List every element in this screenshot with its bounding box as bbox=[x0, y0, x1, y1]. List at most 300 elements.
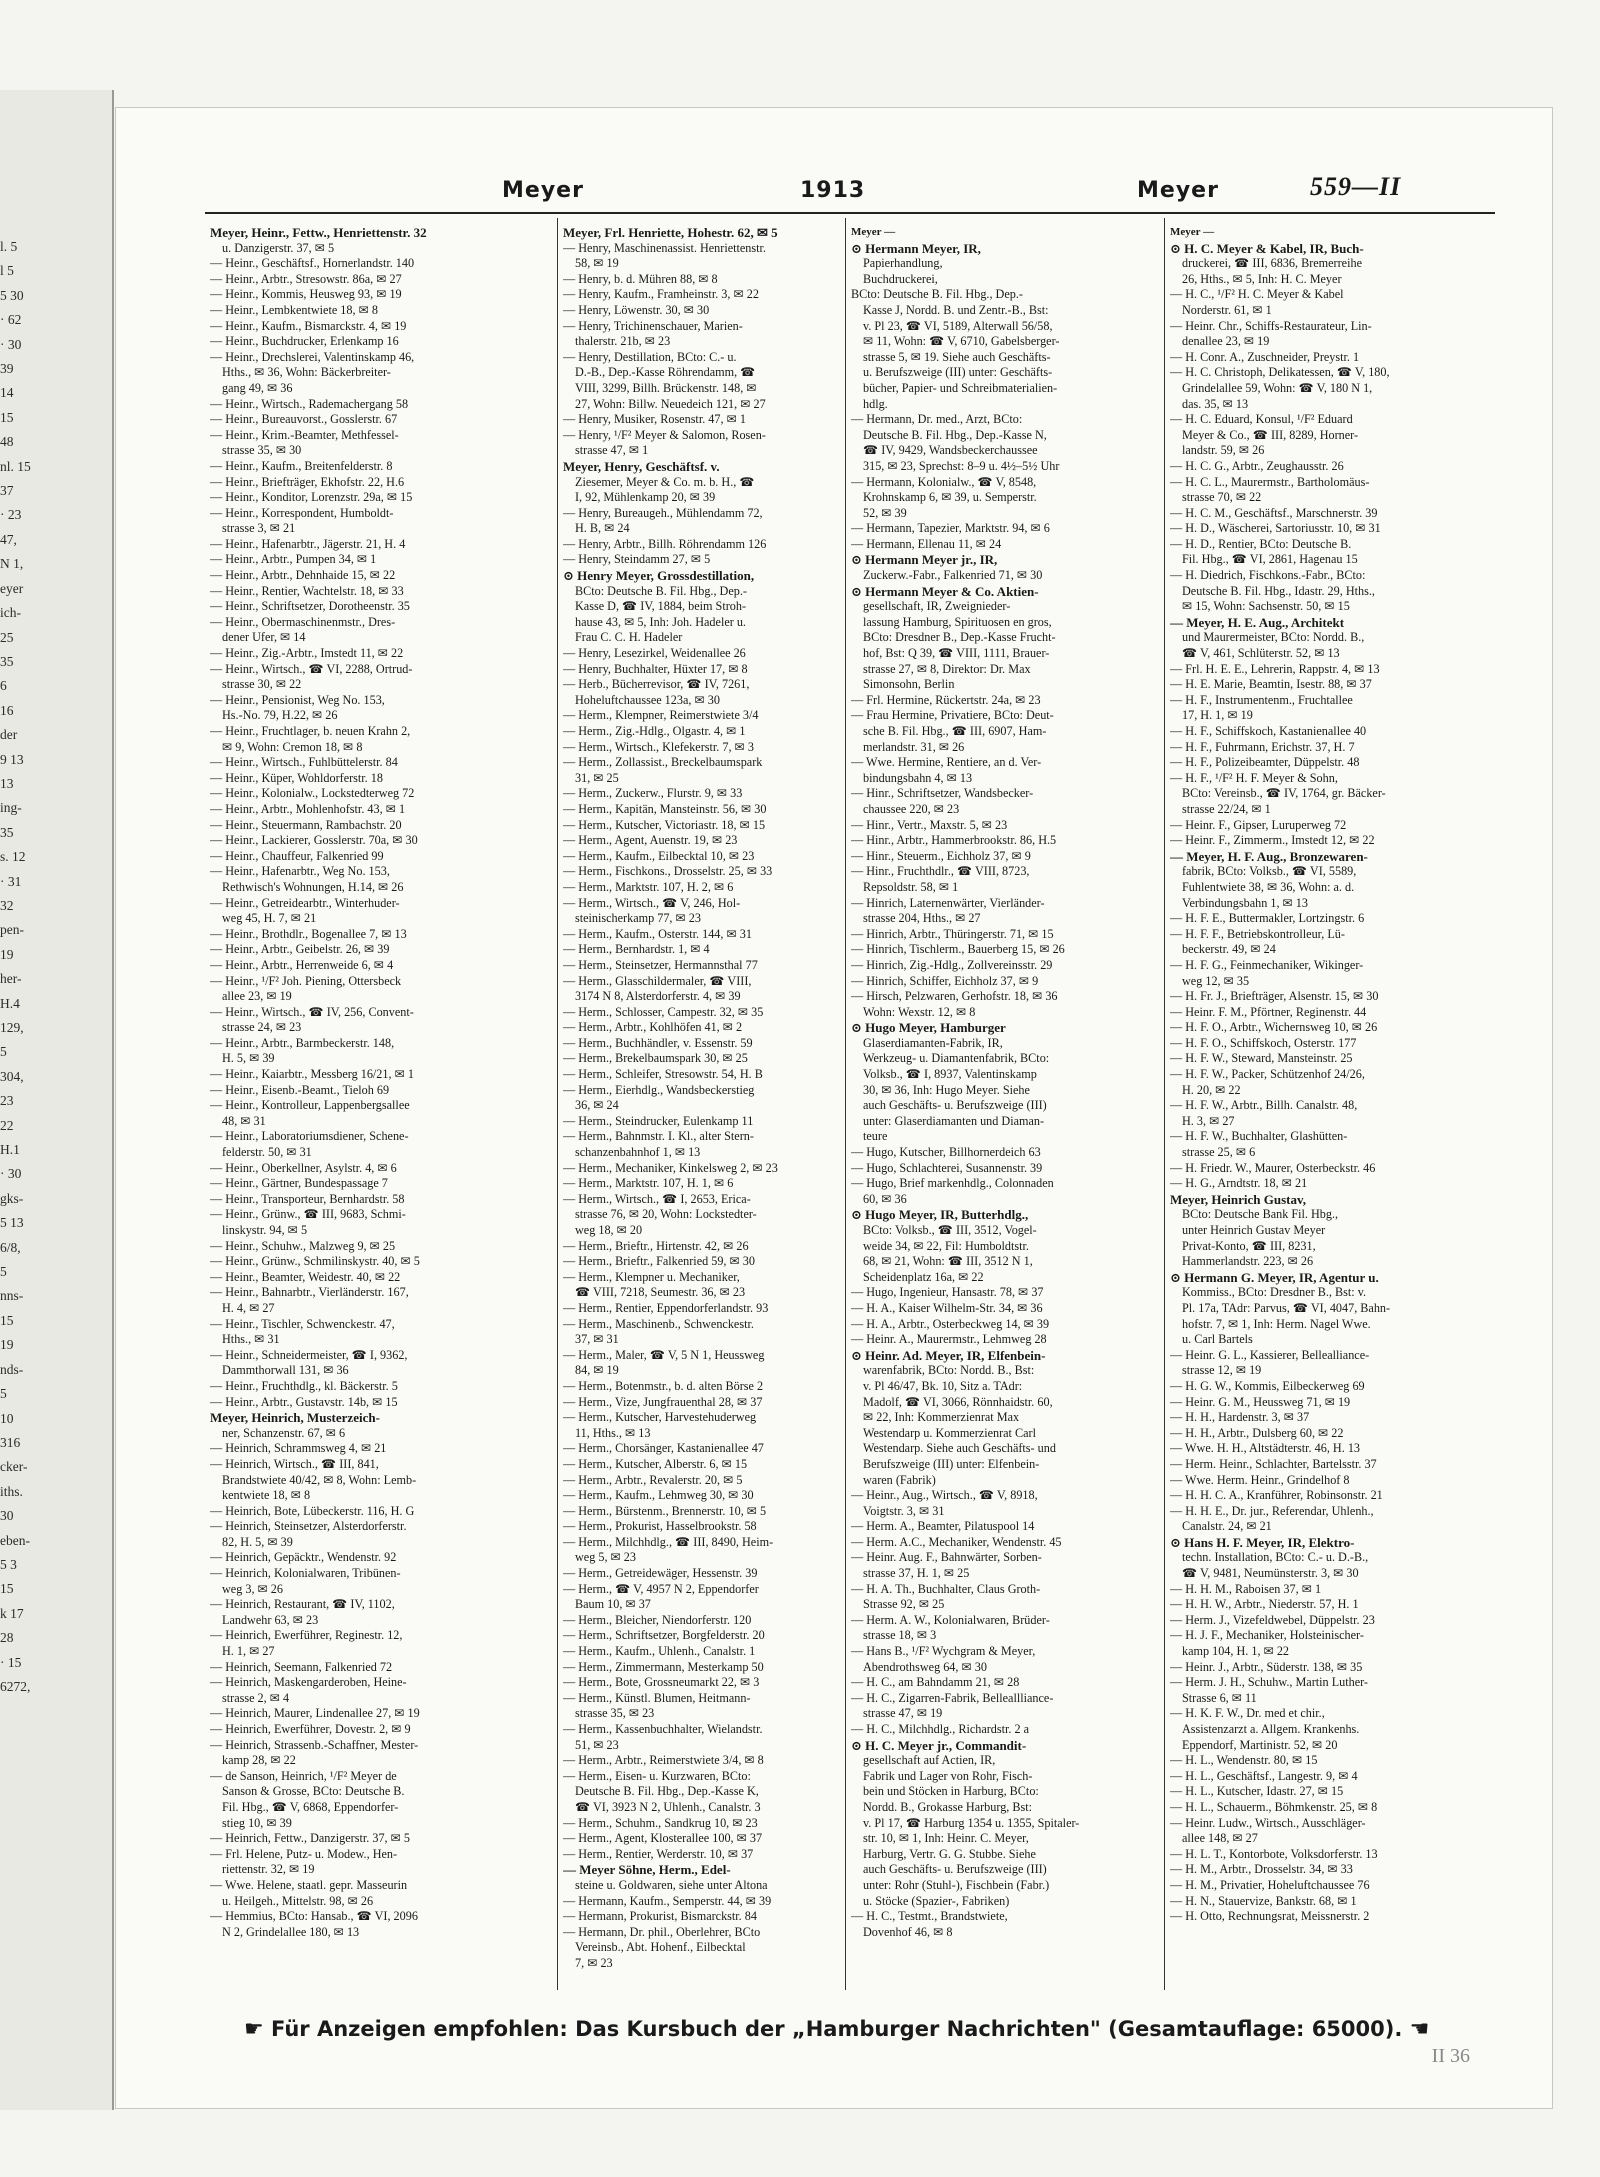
margin-fragment: · 62 bbox=[0, 312, 22, 328]
directory-entry: — Herm., Steinsetzer, Hermannsthal 77 bbox=[563, 957, 758, 972]
directory-entry: bein und Stöcken in Harburg, BCto: bbox=[863, 1784, 1039, 1799]
directory-entry: — Herm., Bleicher, Niendorferstr. 120 bbox=[563, 1612, 752, 1627]
directory-entry: — H. A., Kaiser Wilhelm-Str. 34, ✉ 36 bbox=[851, 1300, 1043, 1315]
entry-heading: ⊙ Hermann Meyer jr., IR, bbox=[851, 552, 998, 568]
directory-entry: — Heinr., Kontrolleur, Lappenbergsallee bbox=[210, 1098, 410, 1113]
directory-entry: weide 34, ✉ 22, Fil: Humboldtstr. bbox=[863, 1238, 1029, 1253]
directory-entry: Ziesemer, Meyer & Co. m. b. H., ☎ bbox=[575, 474, 755, 489]
directory-entry: — Herm., Getreidewäger, Hessenstr. 39 bbox=[563, 1566, 758, 1581]
corner-mark: II 36 bbox=[1431, 2045, 1470, 2067]
directory-entry: — Hinr., Fruchthdlr., ☎ VIII, 8723, bbox=[851, 864, 1030, 879]
directory-entry: — H. C. Christoph, Delikatessen, ☎ V, 180, bbox=[1170, 365, 1390, 380]
directory-entry: kamp 104, H. 1, ✉ 22 bbox=[1182, 1644, 1290, 1659]
directory-entry: 51, ✉ 23 bbox=[575, 1737, 619, 1752]
directory-entry: — Heinr., Grünw., ☎ III, 9683, Schmi- bbox=[210, 1207, 406, 1222]
directory-entry: beckerstr. 49, ✉ 24 bbox=[1182, 942, 1276, 957]
directory-entry: — Heinr., Arbtr., Dehnhaide 15, ✉ 22 bbox=[210, 568, 396, 583]
margin-fragment: l 5 bbox=[0, 263, 14, 279]
directory-entry: — Heinr., Wirtsch., ☎ IV, 256, Convent- bbox=[210, 1004, 414, 1019]
directory-entry: — Herm. A. W., Kolonialwaren, Brüder- bbox=[851, 1612, 1050, 1627]
directory-entry: — Heinr., Buchdrucker, Erlenkamp 16 bbox=[210, 334, 399, 349]
directory-entry: — H. D., Rentier, BCto: Deutsche B. bbox=[1170, 536, 1352, 551]
directory-entry: — H. C. L., Maurermstr., Bartholomäus- bbox=[1170, 474, 1370, 489]
margin-fragment: 48 bbox=[0, 434, 14, 450]
directory-entry: — H. Friedr. W., Maurer, Osterbeckstr. 46 bbox=[1170, 1160, 1376, 1175]
directory-entry: — Hinr., Vertr., Maxstr. 5, ✉ 23 bbox=[851, 817, 1008, 832]
header-year: 1913 bbox=[800, 178, 866, 203]
directory-entry: — Wwe. Hermine, Rentiere, an d. Ver- bbox=[851, 755, 1042, 770]
directory-entry: — Heinr., Lembkentwiete 18, ✉ 8 bbox=[210, 302, 378, 317]
entry-heading: ⊙ Hugo Meyer, IR, Butterhdlg., bbox=[851, 1207, 1029, 1223]
directory-entry: — Heinrich, Ewerführer, Reginestr. 12, bbox=[210, 1628, 403, 1643]
directory-entry: — Heinr., Brothdlr., Bogenallee 7, ✉ 13 bbox=[210, 926, 407, 941]
directory-entry: — H. L., Wendenstr. 80, ✉ 15 bbox=[1170, 1753, 1318, 1768]
directory-entry: — Herm., Prokurist, Hasselbrookstr. 58 bbox=[563, 1519, 757, 1534]
directory-entry: — H. H. E., Dr. jur., Referendar, Uhlenh., bbox=[1170, 1503, 1374, 1518]
directory-entry: — Heinr., Wirtsch., ☎ VI, 2288, Ortrud- bbox=[210, 661, 413, 676]
directory-entry: — Herm., Schlosser, Campestr. 32, ✉ 35 bbox=[563, 1004, 764, 1019]
margin-fragment: 5 3 bbox=[0, 1556, 17, 1572]
directory-entry: — Heinrich, Maskengarderoben, Heine- bbox=[210, 1675, 407, 1690]
directory-entry: — H. F. W., Buchhalter, Glashütten- bbox=[1170, 1129, 1348, 1144]
directory-entry: — Herm., Maschinenb., Schwenckestr. bbox=[563, 1316, 754, 1331]
directory-entry: — Herm. A., Beamter, Pilatuspool 14 bbox=[851, 1519, 1035, 1534]
margin-fragment: 15 bbox=[0, 409, 14, 425]
directory-entry: strasse 5, ✉ 19. Siehe auch Geschäfts- bbox=[863, 349, 1051, 364]
directory-entry: Strasse 92, ✉ 25 bbox=[863, 1597, 945, 1612]
directory-entry: — Hinrich, Arbtr., Thüringerstr. 71, ✉ 15 bbox=[851, 926, 1054, 941]
directory-entry: — Wwe. Helene, staatl. gepr. Masseurin bbox=[210, 1877, 408, 1892]
margin-fragment: 5 bbox=[0, 1386, 7, 1402]
directory-entry: — H. F., Polizeibeamter, Düppelstr. 48 bbox=[1170, 755, 1360, 770]
margin-fragment: 35 bbox=[0, 653, 14, 669]
directory-entry: 48, ✉ 31 bbox=[222, 1113, 266, 1128]
directory-entry: — Herm., Zollassist., Breckelbaumspark bbox=[563, 755, 763, 770]
directory-entry: — Wwe. H. H., Altstädterstr. 46, H. 13 bbox=[1170, 1441, 1361, 1456]
directory-entry: weg 18, ✉ 20 bbox=[575, 1223, 643, 1237]
directory-entry: — Hermann, Prokurist, Bismarckstr. 84 bbox=[563, 1909, 757, 1924]
margin-fragment: H.4 bbox=[0, 995, 20, 1011]
margin-fragment: 32 bbox=[0, 897, 14, 913]
directory-entry: linskystr. 94, ✉ 5 bbox=[222, 1223, 308, 1237]
margin-fragment: 6272, bbox=[0, 1678, 31, 1694]
directory-entry: strasse 47, ✉ 1 bbox=[575, 443, 649, 458]
directory-entry: I, 92, Mühlenkamp 20, ✉ 39 bbox=[575, 490, 716, 505]
directory-entry: — Heinr., Zig.-Arbtr., Imstedt 11, ✉ 22 bbox=[210, 646, 404, 661]
directory-entry: — Hermann, Dr. phil., Oberlehrer, BCto bbox=[563, 1924, 761, 1939]
directory-entry: — Henry, Trichinenschauer, Marien- bbox=[563, 318, 743, 333]
directory-entry: strasse 24, ✉ 23 bbox=[222, 1020, 302, 1035]
directory-entry: — Herm., Zimmermann, Mesterkamp 50 bbox=[563, 1659, 764, 1674]
directory-entry: — Herm., Botenmstr., b. d. alten Börse 2 bbox=[563, 1378, 764, 1393]
directory-entry: — Heinr. F., Gipser, Luruperweg 72 bbox=[1170, 817, 1347, 832]
header-rule bbox=[205, 212, 1495, 214]
directory-entry: — Heinr., Kaufm., Bismarckstr. 4, ✉ 19 bbox=[210, 318, 407, 333]
directory-entry: VIII, 3299, Billh. Brückenstr. 148, ✉ bbox=[575, 380, 757, 395]
directory-entry: — Hans B., ¹/F² Wychgram & Meyer, bbox=[851, 1644, 1036, 1659]
entry-heading: ⊙ Hermann Meyer & Co. Aktien- bbox=[851, 583, 1039, 599]
directory-entry: — H. F., Fuhrmann, Erichstr. 37, H. 7 bbox=[1170, 739, 1355, 754]
directory-entry: — Hugo, Ingenieur, Hansastr. 78, ✉ 37 bbox=[851, 1285, 1044, 1300]
margin-fragment: 10 bbox=[0, 1410, 14, 1426]
margin-fragment: 39 bbox=[0, 361, 14, 377]
directory-column-1 bbox=[210, 225, 554, 1995]
directory-entry: — Heinr., Beamter, Weidestr. 40, ✉ 22 bbox=[210, 1269, 401, 1284]
directory-entry: hofstr. 7, ✉ 1, Inh: Herm. Nagel Wwe. bbox=[1182, 1316, 1371, 1331]
directory-entry: — Heinr., Steuermann, Rambachstr. 20 bbox=[210, 817, 402, 832]
margin-fragment: iths. bbox=[0, 1483, 23, 1499]
directory-entry: — Henry, Steindamm 27, ✉ 5 bbox=[563, 552, 711, 567]
directory-entry: — Hinr., Steuerm., Eichholz 37, ✉ 9 bbox=[851, 848, 1031, 863]
directory-entry: — Heinr., Arbtr., Stresowstr. 86a, ✉ 27 bbox=[210, 271, 402, 286]
directory-entry: — Heinrich, Schrammsweg 4, ✉ 21 bbox=[210, 1441, 387, 1456]
directory-entry: — Heinr., Schuhw., Malzweg 9, ✉ 25 bbox=[210, 1238, 396, 1253]
margin-fragment: 5 13 bbox=[0, 1215, 24, 1231]
directory-entry: — Heinr., Konditor, Lorenzstr. 29a, ✉ 15 bbox=[210, 490, 413, 505]
directory-entry: auch Geschäfts- u. Berufszweige (III) bbox=[863, 1098, 1047, 1113]
directory-entry: strasse 204, Hths., ✉ 27 bbox=[863, 911, 981, 926]
directory-entry: u. Carl Bartels bbox=[1182, 1332, 1253, 1347]
directory-entry: — Heinr., Eisenb.-Beamt., Tieloh 69 bbox=[210, 1082, 390, 1097]
directory-entry: das. 35, ✉ 13 bbox=[1182, 396, 1249, 411]
directory-entry: — Herm., Chorsänger, Kastanienallee 47 bbox=[563, 1441, 764, 1456]
directory-entry: — Heinrich, Fettw., Danzigerstr. 37, ✉ 5 bbox=[210, 1831, 410, 1846]
directory-entry: 27, Wohn: Billw. Neuedeich 121, ✉ 27 bbox=[575, 396, 766, 411]
directory-entry: dener Ufer, ✉ 14 bbox=[222, 630, 306, 645]
directory-entry: H. 1, ✉ 27 bbox=[222, 1644, 275, 1659]
directory-entry: Glaserdiamanten-Fabrik, IR, bbox=[863, 1035, 1003, 1050]
directory-entry: — Herm., Kaufm., Uhlenh., Canalstr. 1 bbox=[563, 1644, 756, 1659]
directory-entry: Repsoldstr. 58, ✉ 1 bbox=[863, 879, 959, 894]
margin-fragment: nds- bbox=[0, 1361, 24, 1377]
directory-entry: — Henry, Arbtr., Billh. Röhrendamm 126 bbox=[563, 536, 767, 551]
margin-fragment: 30 bbox=[0, 1508, 14, 1524]
directory-entry: ☎ V, 9481, Neumünsterstr. 3, ✉ 30 bbox=[1182, 1566, 1359, 1581]
directory-column-4 bbox=[1170, 225, 1495, 1995]
column-divider bbox=[845, 218, 846, 1990]
margin-fragment: 129, bbox=[0, 1020, 24, 1035]
directory-entry: — H. C., Testmt., Brandstwiete, bbox=[851, 1909, 1008, 1924]
directory-entry: — Herm., ☎ V, 4957 N 2, Eppendorfer bbox=[563, 1581, 759, 1596]
directory-entry: strasse 22/24, ✉ 1 bbox=[1182, 801, 1271, 816]
directory-entry: — Herm., Bahnmstr. I. Kl., alter Stern- bbox=[563, 1129, 754, 1144]
footer-text: Für Anzeigen empfohlen: Das Kursbuch der „Hamburger Nachrichten" (Gesamtauflage: 65000). bbox=[271, 2017, 1403, 2041]
directory-entry: — Heinrich, Maurer, Lindenallee 27, ✉ 19 bbox=[210, 1706, 420, 1721]
directory-entry: Fil. Hbg., ☎ V, 6868, Eppendorfer- bbox=[222, 1799, 399, 1814]
directory-entry: strasse 37, H. 1, ✉ 25 bbox=[863, 1566, 970, 1581]
directory-entry: — Herm., Vize, Jungfrauenthal 28, ✉ 37 bbox=[563, 1394, 763, 1409]
directory-entry: — Heinr., Grünw., Schmilinskystr. 40, ✉ 5 bbox=[210, 1254, 420, 1269]
directory-entry: bücher, Papier- und Schreibmaterialien- bbox=[863, 380, 1058, 395]
directory-entry: ☎ V, 461, Schlüterstr. 52, ✉ 13 bbox=[1182, 646, 1340, 661]
directory-entry: — Herm., Schleifer, Stresowstr. 54, H. B bbox=[563, 1067, 763, 1082]
directory-entry: — Herm., Zig.-Hdlg., Olgastr. 4, ✉ 1 bbox=[563, 724, 746, 738]
directory-entry: — Heinr., Briefträger, Ekhofstr. 22, H.6 bbox=[210, 474, 405, 489]
directory-entry: — Heinr., Fruchthdlg., kl. Bäckerstr. 5 bbox=[210, 1378, 398, 1393]
directory-entry: weg 45, H. 7, ✉ 21 bbox=[222, 911, 317, 926]
directory-entry: — Herm. A.C., Mechaniker, Wendenstr. 45 bbox=[851, 1534, 1062, 1549]
directory-entry: — Heinr., Hafenarbtr., Weg No. 153, bbox=[210, 864, 390, 879]
directory-entry: lassung Hamburg, Spirituosen en gros, bbox=[863, 614, 1052, 629]
directory-entry: — Herm. J. H., Schuhw., Martin Luther- bbox=[1170, 1675, 1368, 1690]
directory-entry: strasse 2, ✉ 4 bbox=[222, 1690, 290, 1705]
directory-entry: — Heinr., Schneidermeister, ☎ I, 9362, bbox=[210, 1347, 408, 1362]
directory-entry: — Hermann, Ellenau 11, ✉ 24 bbox=[851, 536, 1002, 551]
directory-entry: Wohn: Wexstr. 12, ✉ 8 bbox=[863, 1004, 976, 1019]
directory-entry: H. B, ✉ 24 bbox=[575, 521, 630, 536]
directory-entry: 36, ✉ 24 bbox=[575, 1098, 619, 1113]
directory-entry: str. 10, ✉ 1, Inh: Heinr. C. Meyer, bbox=[863, 1831, 1029, 1846]
directory-entry: 82, H. 5, ✉ 39 bbox=[222, 1534, 293, 1549]
directory-entry: gesellschaft, IR, Zweignieder- bbox=[863, 599, 1011, 614]
margin-fragment: · 23 bbox=[0, 507, 22, 523]
directory-entry: strasse 30, ✉ 22 bbox=[222, 677, 302, 692]
directory-entry: — Hemmius, BCto: Hansab., ☎ VI, 2096 bbox=[210, 1909, 418, 1924]
margin-fragment: · 30 bbox=[0, 1166, 22, 1182]
directory-entry: — H. C. M., Geschäftsf., Marschnerstr. 39 bbox=[1170, 505, 1378, 520]
directory-entry: — H. M., Arbtr., Drosselstr. 34, ✉ 33 bbox=[1170, 1862, 1353, 1877]
directory-entry: merlandstr. 31, ✉ 26 bbox=[863, 739, 965, 754]
directory-entry: v. Pl 46/47, Bk. 10, Sitz a. TAdr: bbox=[863, 1378, 1023, 1393]
directory-entry: strasse 27, ✉ 8, Direktor: Dr. Max bbox=[863, 661, 1031, 676]
directory-entry: — Heinr., Arbtr., Geibelstr. 26, ✉ 39 bbox=[210, 942, 390, 957]
directory-entry: — Heinr., Oberkellner, Asylstr. 4, ✉ 6 bbox=[210, 1160, 397, 1175]
margin-fragment: N 1, bbox=[0, 556, 24, 572]
section-heading: Meyer — bbox=[851, 226, 896, 238]
directory-entry: ✉ 15, Wohn: Sachsenstr. 50, ✉ 15 bbox=[1182, 599, 1350, 614]
entry-heading: — Meyer Söhne, Herm., Edel- bbox=[563, 1862, 731, 1878]
directory-entry: — Henry, Musiker, Rosenstr. 47, ✉ 1 bbox=[563, 412, 746, 427]
directory-entry: — Herm., Klempner, Reimerstwiete 3/4 bbox=[563, 708, 759, 723]
directory-entry: ✉ 9, Wohn: Cremon 18, ✉ 8 bbox=[222, 739, 363, 754]
directory-entry: — H. H. C. A., Kranführer, Robinsonstr. 21 bbox=[1170, 1488, 1383, 1503]
directory-entry: — H. Diedrich, Fischkons.-Fabr., BCto: bbox=[1170, 568, 1366, 583]
directory-entry: — H. F., Instrumentenm., Fruchtallee bbox=[1170, 692, 1353, 707]
directory-entry: — Herm., Klempner u. Mechaniker, bbox=[563, 1269, 740, 1284]
margin-fragment: 6 bbox=[0, 678, 7, 694]
entry-heading: Meyer, Heinrich Gustav, bbox=[1170, 1191, 1307, 1207]
margin-fragment: nns- bbox=[0, 1288, 24, 1304]
directory-entry: strasse 18, ✉ 3 bbox=[863, 1628, 937, 1643]
margin-fragment: 25 bbox=[0, 629, 14, 645]
directory-entry: — H. M., Privatier, Hoheluftchaussee 76 bbox=[1170, 1877, 1370, 1892]
directory-entry: stieg 10, ✉ 39 bbox=[222, 1815, 292, 1830]
entry-heading: ⊙ Hugo Meyer, Hamburger bbox=[851, 1020, 1006, 1036]
directory-entry: — Herm., Steindrucker, Eulenkamp 11 bbox=[563, 1113, 754, 1128]
directory-entry: ner, Schanzenstr. 67, ✉ 6 bbox=[222, 1425, 346, 1440]
directory-entry: strasse 35, ✉ 30 bbox=[222, 443, 302, 458]
directory-entry: u. Heilgeh., Mittelstr. 98, ✉ 26 bbox=[222, 1893, 374, 1908]
directory-entry: Scheidenplatz 16a, ✉ 22 bbox=[863, 1269, 984, 1284]
directory-entry: riettenstr. 32, ✉ 19 bbox=[222, 1862, 315, 1877]
directory-entry: — Heinr., Chauffeur, Falkenried 99 bbox=[210, 848, 384, 863]
directory-entry: — Heinr., Getreidearbtr., Winterhuder- bbox=[210, 895, 400, 910]
directory-entry: unter Heinrich Gustav Meyer bbox=[1182, 1223, 1326, 1237]
directory-entry: Frau C. C. H. Hadeler bbox=[575, 630, 683, 645]
directory-entry: — Hermann, Dr. med., Arzt, BCto: bbox=[851, 412, 1023, 427]
directory-entry: denallee 23, ✉ 19 bbox=[1182, 334, 1270, 349]
margin-fragment: gks- bbox=[0, 1190, 24, 1206]
directory-entry: — H. G. W., Kommis, Eilbeckerweg 69 bbox=[1170, 1378, 1365, 1393]
directory-entry: — H. F., Schiffskoch, Kastanienallee 40 bbox=[1170, 724, 1367, 738]
margin-fragment: l. 5 bbox=[0, 239, 18, 254]
directory-entry: Zuckerw.-Fabr., Falkenried 71, ✉ 30 bbox=[863, 568, 1043, 583]
entry-heading: Meyer, Heinrich, Musterzeich- bbox=[210, 1410, 380, 1426]
directory-entry: druckerei, ☎ III, 6836, Bremerreihe bbox=[1182, 256, 1362, 271]
directory-entry: — Herb., Bücherrevisor, ☎ IV, 7261, bbox=[563, 677, 750, 692]
directory-entry: — H. H. W., Arbtr., Niederstr. 57, H. 1 bbox=[1170, 1597, 1359, 1612]
directory-entry: — Heinr., Kaufm., Breitenfelderstr. 8 bbox=[210, 458, 393, 473]
margin-fragment: k 17 bbox=[0, 1605, 24, 1621]
directory-entry: — Herm., Brieftr., Falkenried 59, ✉ 30 bbox=[563, 1254, 755, 1269]
directory-entry: Fuhlentwiete 38, ✉ 36, Wohn: a. d. bbox=[1182, 879, 1355, 894]
margin-fragment: ing- bbox=[0, 800, 22, 816]
directory-entry: — Heinr. Chr., Schiffs-Restaurateur, Lin- bbox=[1170, 318, 1372, 333]
directory-entry: ☎ VI, 3923 N 2, Uhlenh., Canalstr. 3 bbox=[575, 1799, 761, 1814]
margin-fragment: nl. 15 bbox=[0, 458, 31, 474]
margin-fragment: 19 bbox=[0, 946, 14, 962]
directory-entry: — Heinr. Aug. F., Bahnwärter, Sorben- bbox=[851, 1550, 1042, 1565]
directory-entry: — Heinr., Korrespondent, Humboldt- bbox=[210, 505, 394, 520]
directory-entry: Nordd. B., Grokasse Harburg, Bst: bbox=[863, 1799, 1033, 1814]
directory-entry: — Herm., Kaufm., Lehmweg 30, ✉ 30 bbox=[563, 1488, 754, 1503]
directory-entry: Fabrik und Lager von Rohr, Fisch- bbox=[863, 1768, 1033, 1783]
directory-entry: — Hinrich, Schiffer, Eichholz 37, ✉ 9 bbox=[851, 973, 1039, 988]
directory-entry: fabrik, BCto: Volksb., ☎ VI, 5589, bbox=[1182, 864, 1357, 879]
directory-entry: — Hinrich, Zig.-Hdlg., Zollvereinsstr. 29 bbox=[851, 957, 1053, 972]
directory-entry: — H. D., Wäscherei, Sartoriusstr. 10, ✉ 31 bbox=[1170, 521, 1381, 536]
directory-entry: — Heinr., Kaiarbtr., Messberg 16/21, ✉ 1 bbox=[210, 1067, 414, 1082]
margin-fragment: · 31 bbox=[0, 873, 22, 889]
directory-entry: — H. F. W., Steward, Mansteinstr. 25 bbox=[1170, 1051, 1353, 1066]
directory-entry: — Heinrich, Gepäcktr., Wendenstr. 92 bbox=[210, 1550, 397, 1565]
directory-entry: — H. C. Eduard, Konsul, ¹/F² Eduard bbox=[1170, 412, 1353, 427]
directory-column-2 bbox=[563, 225, 843, 1995]
directory-entry: Landwehr 63, ✉ 23 bbox=[222, 1612, 319, 1627]
directory-entry: — Herm., Zuckerw., Flurstr. 9, ✉ 33 bbox=[563, 786, 743, 801]
directory-entry: strasse 12, ✉ 19 bbox=[1182, 1363, 1262, 1378]
directory-entry: — H. C., Milchhdlg., Richardstr. 2 a bbox=[851, 1722, 1030, 1736]
directory-entry: 84, ✉ 19 bbox=[575, 1363, 619, 1378]
directory-entry: — Herm., Buchhändler, v. Essenstr. 59 bbox=[563, 1035, 753, 1050]
directory-entry: hdlg. bbox=[863, 396, 888, 411]
directory-entry: — H. E. Marie, Beamtin, Isestr. 88, ✉ 37 bbox=[1170, 677, 1372, 692]
directory-entry: — Heinr., Arbtr., Gustavstr. 14b, ✉ 15 bbox=[210, 1394, 398, 1409]
directory-entry: — Hinr., Arbtr., Hammerbrookstr. 86, H.5 bbox=[851, 833, 1057, 848]
directory-entry: BCto: Dresdner B., Dep.-Kasse Frucht- bbox=[863, 630, 1056, 645]
directory-entry: — Herm., Wirtsch., ☎ I, 2653, Erica- bbox=[563, 1191, 751, 1206]
directory-entry: — Heinr., Tischler, Schwenckestr. 47, bbox=[210, 1316, 395, 1331]
directory-entry: Hths., ✉ 31 bbox=[222, 1332, 280, 1347]
directory-entry: Harburg, Vertr. G. G. Stubbe. Siehe bbox=[863, 1846, 1036, 1861]
directory-entry: — H. F. E., Buttermakler, Lortzingstr. 6 bbox=[1170, 911, 1365, 926]
directory-entry: — Heinr. F. M., Pförtner, Reginenstr. 44 bbox=[1170, 1004, 1367, 1019]
directory-entry: — H. H., Arbtr., Dulsberg 60, ✉ 22 bbox=[1170, 1425, 1344, 1440]
directory-entry: — Herm., Brieftr., Hirtenstr. 42, ✉ 26 bbox=[563, 1238, 749, 1253]
entry-heading: — Meyer, H. F. Aug., Bronzewaren- bbox=[1170, 848, 1368, 864]
margin-fragment: 22 bbox=[0, 1117, 14, 1133]
directory-entry: weg 3, ✉ 26 bbox=[222, 1581, 283, 1596]
directory-entry: — Herm., Arbtr., Revalerstr. 20, ✉ 5 bbox=[563, 1472, 743, 1487]
directory-entry: — Frl. H. E. E., Lehrerin, Rappstr. 4, ✉ 13 bbox=[1170, 661, 1380, 676]
directory-entry: — Heinr., ¹/F² Joh. Piening, Ottersbeck bbox=[210, 973, 402, 988]
directory-entry: sche B. Fil. Hbg., ☎ III, 6907, Ham- bbox=[863, 724, 1047, 738]
directory-entry: techn. Installation, BCto: C.- u. D.-B., bbox=[1182, 1550, 1369, 1565]
directory-entry: — Herm., Agent, Auenstr. 19, ✉ 23 bbox=[563, 833, 738, 848]
directory-entry: 315, ✉ 23, Sprechst: 8–9 u. 4½–5½ Uhr bbox=[863, 458, 1060, 473]
pointing-hand-icon: ☚ bbox=[1409, 2017, 1430, 2042]
directory-entry: Madolf, ☎ VI, 3066, Rönnhaidstr. 60, bbox=[863, 1394, 1053, 1409]
margin-fragment: 14 bbox=[0, 385, 14, 401]
directory-entry: gang 49, ✉ 36 bbox=[222, 380, 293, 395]
directory-entry: — Hugo, Brief markenhdlg., Colonnaden bbox=[851, 1176, 1054, 1191]
directory-entry: Vereinsb., Abt. Hohenf., Eilbecktal bbox=[575, 1940, 746, 1955]
directory-entry: — Herm., Schuhm., Sandkrug 10, ✉ 23 bbox=[563, 1815, 758, 1830]
directory-entry: — Hirsch, Pelzwaren, Gerhofstr. 18, ✉ 36 bbox=[851, 989, 1058, 1004]
directory-entry: Privat-Konto, ☎ III, 8231, bbox=[1182, 1238, 1316, 1253]
directory-entry: — Hinrich, Tischlerm., Bauerberg 15, ✉ 26 bbox=[851, 942, 1065, 957]
directory-entry: Norderstr. 61, ✉ 1 bbox=[1182, 302, 1272, 317]
directory-entry: — H. F. W., Arbtr., Billh. Canalstr. 48, bbox=[1170, 1098, 1358, 1113]
directory-entry: — Frl. Hermine, Rückertstr. 24a, ✉ 23 bbox=[851, 692, 1041, 707]
directory-entry: N 2, Grindelallee 180, ✉ 13 bbox=[222, 1924, 360, 1939]
directory-entry: — H. J. F., Mechaniker, Holsteinischer- bbox=[1170, 1628, 1364, 1643]
directory-entry: — Herm., Wirtsch., Klefekerstr. 7, ✉ 3 bbox=[563, 739, 754, 754]
directory-entry: thalerstr. 21b, ✉ 23 bbox=[575, 334, 671, 349]
directory-entry: — Hermann, Tapezier, Marktstr. 94, ✉ 6 bbox=[851, 521, 1050, 536]
directory-entry: — Heinr., Krim.-Beamter, Methfessel- bbox=[210, 427, 399, 442]
margin-fragment: 13 bbox=[0, 775, 14, 791]
directory-entry: — H. Otto, Rechnungsrat, Meissnerstr. 2 bbox=[1170, 1909, 1370, 1924]
directory-entry: — H. C. G., Arbtr., Zeughausstr. 26 bbox=[1170, 458, 1344, 473]
directory-entry: allee 148, ✉ 27 bbox=[1182, 1831, 1258, 1846]
directory-entry: u. Berufszweige (III) unter: Geschäfts- bbox=[863, 365, 1053, 380]
margin-fragment: 37 bbox=[0, 483, 14, 499]
directory-entry: — Heinr., Hafenarbtr., Jägerstr. 21, H. 4 bbox=[210, 536, 406, 551]
directory-entry: strasse 3, ✉ 21 bbox=[222, 521, 296, 536]
directory-entry: — Henry, Löwenstr. 30, ✉ 30 bbox=[563, 302, 710, 317]
margin-fragment: 5 bbox=[0, 1044, 7, 1060]
margin-fragment: her- bbox=[0, 971, 22, 987]
directory-entry: Papierhandlung, bbox=[863, 256, 943, 271]
directory-entry: — Hinr., Schriftsetzer, Wandsbecker- bbox=[851, 786, 1034, 801]
directory-entry: — Heinr., Aug., Wirtsch., ☎ V, 8918, bbox=[851, 1488, 1038, 1503]
directory-entry: — Henry, Maschinenassist. Henriettenstr. bbox=[563, 240, 766, 255]
column-divider bbox=[557, 218, 558, 1990]
margin-fragment: 15 bbox=[0, 1312, 14, 1328]
directory-entry: — H. C., ¹/F² H. C. Meyer & Kabel bbox=[1170, 287, 1344, 302]
directory-entry: — Heinr., Bureauvorst., Gosslerstr. 67 bbox=[210, 412, 398, 427]
directory-entry: v. Pl 17, ☎ Harburg 1354 u. 1355, Spitaler- bbox=[863, 1815, 1080, 1830]
directory-entry: — H. C., Zigarren-Fabrik, Belleallliance- bbox=[851, 1690, 1054, 1705]
directory-entry: Kommiss., BCto: Dresdner B., Bst: v. bbox=[1182, 1285, 1367, 1300]
directory-entry: auch Geschäfts- u. Berufszweige (III) bbox=[863, 1862, 1047, 1877]
margin-fragment: der bbox=[0, 727, 18, 743]
directory-entry: — Heinr., Gärtner, Bundespassage 7 bbox=[210, 1176, 388, 1191]
directory-entry: — H. A. Th., Buchhalter, Claus Groth- bbox=[851, 1581, 1041, 1596]
header-right-name: Meyer bbox=[1137, 178, 1219, 203]
directory-entry: 26, Hths., ✉ 5, Inh: H. C. Meyer bbox=[1182, 271, 1342, 286]
entry-heading: Meyer, Frl. Henriette, Hohestr. 62, ✉ 5 bbox=[563, 225, 778, 240]
directory-entry: — Henry, Bureaugeh., Mühlendamm 72, bbox=[563, 505, 763, 520]
directory-entry: Canalstr. 24, ✉ 21 bbox=[1182, 1519, 1272, 1534]
directory-entry: — Heinr. A., Maurermstr., Lehmweg 28 bbox=[851, 1332, 1047, 1347]
directory-entry: — Herm., Mechaniker, Kinkelsweg 2, ✉ 23 bbox=[563, 1160, 778, 1175]
directory-entry: Pl. 17a, TAdr: Parvus, ☎ VI, 4047, Bahn- bbox=[1182, 1300, 1391, 1315]
directory-entry: — H. L., Kutscher, Idastr. 27, ✉ 15 bbox=[1170, 1784, 1344, 1799]
entry-heading: ⊙ Hermann Meyer, IR, bbox=[851, 240, 981, 256]
directory-entry: — Heinrich, Kolonialwaren, Tribünen- bbox=[210, 1566, 401, 1581]
